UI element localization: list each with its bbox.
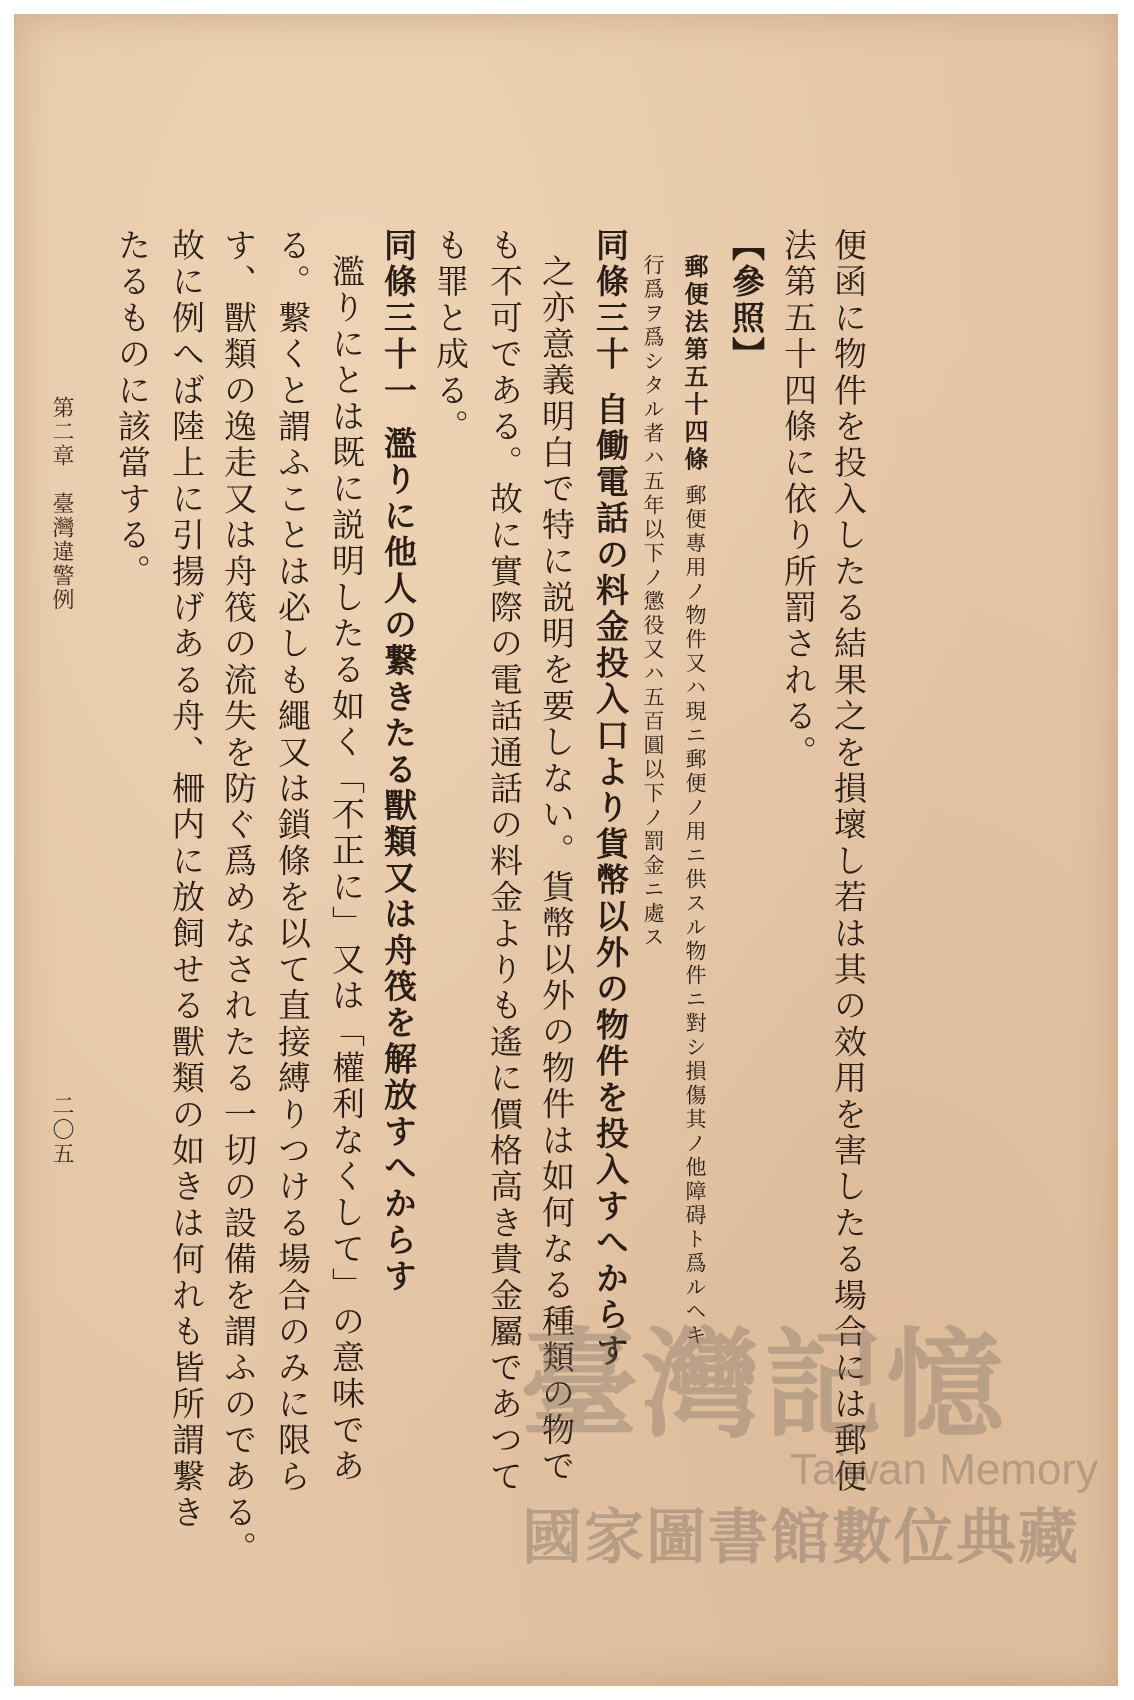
text-column-16: たるものに該當する。 <box>113 228 152 590</box>
text-column-12: 濫りにとは既に説明したる如く「不正に」又は「權利なくして」の意味であ <box>327 254 366 1485</box>
text-column-1: 便函に物件を投入したる結果之を損壞し若は其の效用を害したる場合には郵便 <box>829 228 868 1495</box>
watermark-logo: 臺灣記憶 <box>520 1315 1009 1454</box>
article-30-heading: 同條三十 <box>591 228 630 373</box>
postal-law-text-2: 行爲ヲ爲シタル者ハ五年以下ノ懲役又ハ五百圓以下ノ罰金ニ處ス <box>641 254 665 950</box>
watermark-english: Taiwan Memory <box>790 1445 1099 1494</box>
article-31-heading: 同條三十一 <box>379 228 418 409</box>
text-column-14: す、獸類の逸走又は舟筏の流失を防ぐ爲めなされたる一切の設備を謂ふのである。 <box>219 228 258 1568</box>
article-31-title: 濫りに他人の繋きたる獸類又は舟筏を解放すへからす <box>379 426 418 1295</box>
text-column-8: も不可である。故に實際の電話通話の料金よりも遙に價格高き貴金屬であつて <box>485 228 524 1495</box>
text-column-9: も罪と成る。 <box>431 228 470 446</box>
page-number: 二〇五 <box>49 1094 74 1166</box>
postal-law-article-title: 郵便法第五十四條 <box>680 254 709 474</box>
watermark-subtitle: 國家圖書館數位典藏 <box>522 1503 1080 1573</box>
text-column-13: る。繋くと謂ふことは必しも繩又は鎖條を以て直接縛りつける場合のみに限ら <box>273 228 312 1495</box>
text-column-15: 故に例へば陸上に引揚げある舟、柵内に放飼せる獸類の如きは何れも皆所謂繋き <box>167 228 206 1532</box>
article-30-title: 自働電話の料金投入口より貨幣以外の物件を投入すへからす <box>591 392 630 1370</box>
text-column-2: 法第五十四條に依り所罰される。 <box>779 228 818 771</box>
reference-heading: 【參照】 <box>727 228 766 373</box>
postal-law-text-1: 郵便專用ノ物件又ハ現ニ郵便ノ用ニ供スル物件ニ對シ損傷其ノ他障碍ト爲ルヘキ <box>683 484 707 1348</box>
text-column-7: 之亦意義明白で特に説明を要しない。貨幣以外の物件は如何なる種類の物で <box>537 254 576 1485</box>
running-footer-chapter: 第二章 臺灣違警例 <box>49 396 74 612</box>
